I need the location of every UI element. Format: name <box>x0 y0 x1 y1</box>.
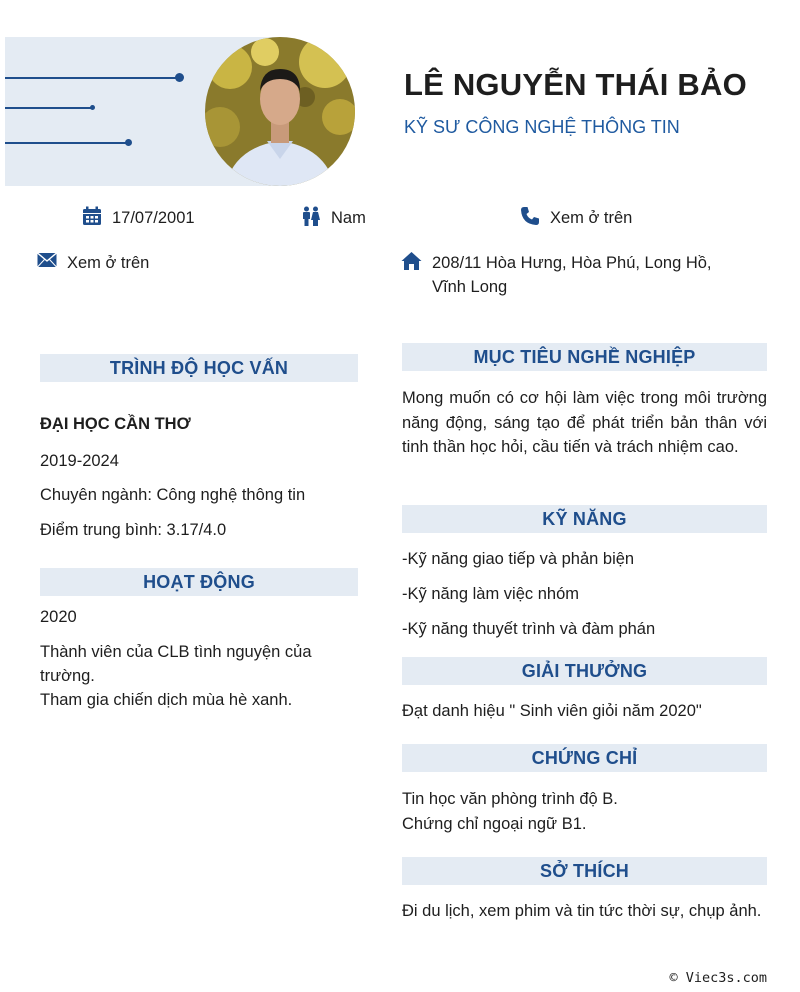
phone-icon <box>520 206 540 226</box>
skills-heading: KỸ NĂNG <box>402 505 767 533</box>
home-icon <box>401 251 421 271</box>
email-icon <box>37 252 57 272</box>
education-years: 2019-2024 <box>40 452 119 470</box>
decor-dot <box>90 105 95 110</box>
footer-watermark: © Viec3s.com <box>669 970 767 986</box>
job-title: KỸ SƯ CÔNG NGHỆ THÔNG TIN <box>404 117 680 137</box>
gender-icon <box>301 206 321 226</box>
certificates-heading: CHỨNG CHỈ <box>402 744 767 772</box>
profile-photo <box>205 37 355 186</box>
awards-heading: GIẢI THƯỞNG <box>402 657 767 685</box>
skill-item: -Kỹ năng giao tiếp và phản biện <box>402 550 635 568</box>
activity-line: trường. <box>40 667 95 685</box>
education-heading: TRÌNH ĐỘ HỌC VẤN <box>40 354 358 382</box>
gender-value: Nam <box>331 209 366 227</box>
education-gpa: Điểm trung bình: 3.17/4.0 <box>40 521 227 539</box>
skill-item: -Kỹ năng thuyết trình và đàm phán <box>402 620 656 638</box>
address-line-2: Vĩnh Long <box>432 278 508 296</box>
hobbies-text: Đi du lịch, xem phim và tin tức thời sự, chụp ảnh. <box>402 902 762 920</box>
certificate-item: Chứng chỉ ngoại ngữ B1. <box>402 815 587 833</box>
decor-line <box>5 142 127 144</box>
phone-value: Xem ở trên <box>550 209 633 227</box>
objective-heading: MỤC TIÊU NGHỀ NGHIỆP <box>402 343 767 371</box>
decor-dot <box>175 73 184 82</box>
calendar-icon <box>82 206 102 226</box>
hobbies-heading: SỞ THÍCH <box>402 857 767 885</box>
activity-description <box>40 640 360 712</box>
date-of-birth: 17/07/2001 <box>112 209 195 227</box>
activities-heading: HOẠT ĐỘNG <box>40 568 358 596</box>
address <box>432 251 752 299</box>
skill-item: -Kỹ năng làm việc nhóm <box>402 585 579 603</box>
certificates-list <box>402 787 618 836</box>
award-text: Đạt danh hiệu " Sinh viên giỏi năm 2020" <box>402 702 702 720</box>
decor-line <box>5 107 91 109</box>
school-name: ĐẠI HỌC CẦN THƠ <box>40 415 191 433</box>
decor-dot <box>125 139 132 146</box>
address-line-1: 208/11 Hòa Hưng, Hòa Phú, Long Hồ, <box>432 254 712 272</box>
activity-line: Thành viên của CLB tình nguyện của <box>40 643 312 661</box>
decor-line <box>5 77 177 79</box>
activity-line: Tham gia chiến dịch mùa hè xanh. <box>40 691 293 709</box>
certificate-item: Tin học văn phòng trình độ B. <box>402 790 618 808</box>
activity-year: 2020 <box>40 608 77 626</box>
education-major: Chuyên ngành: Công nghệ thông tin <box>40 486 306 504</box>
email-value: Xem ở trên <box>67 254 150 272</box>
objective-text: Mong muốn có cơ hội làm việc trong môi trường năng động, sáng tạo để phát triển bản thân với tinh thần học hỏi, cầu tiến và trách nhiệm cao. <box>402 389 767 456</box>
candidate-name: LÊ NGUYỄN THÁI BẢO <box>404 67 747 102</box>
